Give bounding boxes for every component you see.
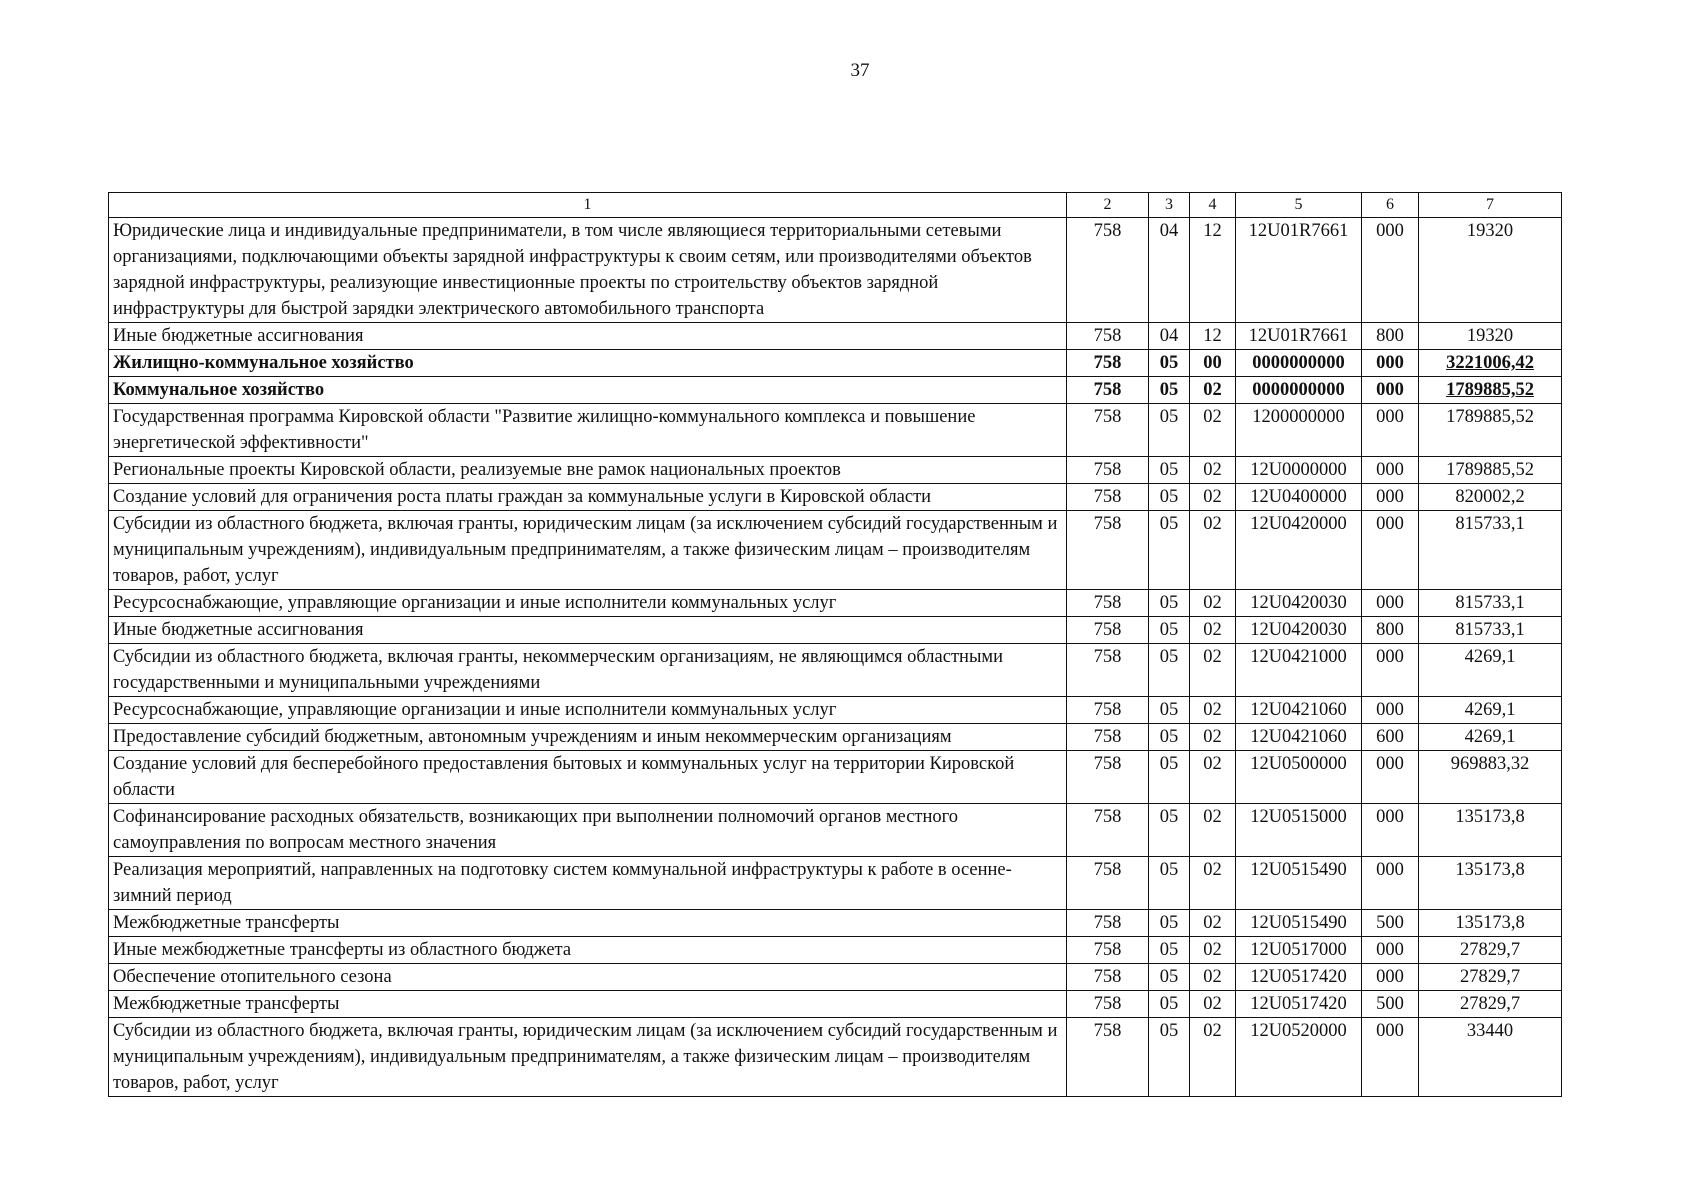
code-admin: 758 xyxy=(1067,377,1149,404)
code-expense-type: 800 xyxy=(1362,617,1419,644)
code-subsection: 02 xyxy=(1190,511,1236,590)
table-row xyxy=(109,323,1562,350)
table-row xyxy=(109,910,1562,937)
code-target: 12U0000000 xyxy=(1236,457,1362,484)
code-subsection: 02 xyxy=(1190,484,1236,511)
code-target: 1200000000 xyxy=(1236,404,1362,457)
table-row xyxy=(109,617,1562,644)
amount: 19320 xyxy=(1419,218,1562,323)
item-name: Реализация мероприятий, направленных на подготовку систем коммунальной инфраструктуры к работе в осенне-зимний период xyxy=(109,857,1067,910)
item-name: Ресурсоснабжающие, управляющие организации и иные исполнители коммунальных услуг xyxy=(109,590,1067,617)
code-subsection: 02 xyxy=(1190,937,1236,964)
item-name: Субсидии из областного бюджета, включая гранты, юридическим лицам (за исключением субсидий государственным и муниципальным учреждениям), индивидуальным предпринимателям, а также физическим лицам – производителям товаров, работ, услуг xyxy=(109,511,1067,590)
header-col-1: 1 xyxy=(109,193,1067,218)
code-expense-type: 500 xyxy=(1362,991,1419,1018)
amount: 820002,2 xyxy=(1419,484,1562,511)
item-name: Создание условий для ограничения роста платы граждан за коммунальные услуги в Кировской области xyxy=(109,484,1067,511)
code-admin: 758 xyxy=(1067,644,1149,697)
amount: 27829,7 xyxy=(1419,937,1562,964)
code-expense-type: 000 xyxy=(1362,511,1419,590)
code-admin: 758 xyxy=(1067,484,1149,511)
code-admin: 758 xyxy=(1067,323,1149,350)
table-row xyxy=(109,644,1562,697)
code-section: 05 xyxy=(1149,377,1190,404)
code-target: 12U0420030 xyxy=(1236,617,1362,644)
item-name: Жилищно-коммунальное хозяйство xyxy=(109,350,1067,377)
code-target: 12U0420030 xyxy=(1236,590,1362,617)
code-target: 12U01R7661 xyxy=(1236,218,1362,323)
table-row xyxy=(109,697,1562,724)
table-row xyxy=(109,404,1562,457)
code-target: 0000000000 xyxy=(1236,377,1362,404)
amount: 27829,7 xyxy=(1419,964,1562,991)
code-admin: 758 xyxy=(1067,697,1149,724)
code-admin: 758 xyxy=(1067,937,1149,964)
item-name: Коммунальное хозяйство xyxy=(109,377,1067,404)
item-name: Предоставление субсидий бюджетным, автономным учреждениям и иным некоммерческим организациям xyxy=(109,724,1067,751)
code-target: 12U01R7661 xyxy=(1236,323,1362,350)
code-subsection: 00 xyxy=(1190,350,1236,377)
code-admin: 758 xyxy=(1067,218,1149,323)
code-target: 12U0515490 xyxy=(1236,910,1362,937)
code-target: 12U0517420 xyxy=(1236,991,1362,1018)
code-expense-type: 000 xyxy=(1362,751,1419,804)
code-expense-type: 000 xyxy=(1362,590,1419,617)
code-admin: 758 xyxy=(1067,804,1149,857)
code-target: 12U0515490 xyxy=(1236,857,1362,910)
code-target: 12U0421000 xyxy=(1236,644,1362,697)
amount: 135173,8 xyxy=(1419,857,1562,910)
header-col-6: 6 xyxy=(1362,193,1419,218)
code-admin: 758 xyxy=(1067,1018,1149,1097)
item-name: Субсидии из областного бюджета, включая гранты, некоммерческим организациям, не являющимся областными государственными и муниципальными учреждениями xyxy=(109,644,1067,697)
amount: 815733,1 xyxy=(1419,590,1562,617)
code-admin: 758 xyxy=(1067,857,1149,910)
code-target: 12U0421060 xyxy=(1236,697,1362,724)
amount: 815733,1 xyxy=(1419,511,1562,590)
code-admin: 758 xyxy=(1067,404,1149,457)
amount: 1789885,52 xyxy=(1419,377,1562,404)
table-row xyxy=(109,991,1562,1018)
header-col-5: 5 xyxy=(1236,193,1362,218)
code-section: 05 xyxy=(1149,751,1190,804)
code-expense-type: 000 xyxy=(1362,218,1419,323)
code-admin: 758 xyxy=(1067,590,1149,617)
header-col-4: 4 xyxy=(1190,193,1236,218)
table-row xyxy=(109,218,1562,323)
amount: 4269,1 xyxy=(1419,697,1562,724)
code-subsection: 02 xyxy=(1190,910,1236,937)
table-row xyxy=(109,1018,1562,1097)
code-section: 05 xyxy=(1149,804,1190,857)
code-section: 05 xyxy=(1149,964,1190,991)
header-col-7: 7 xyxy=(1419,193,1562,218)
item-name: Юридические лица и индивидуальные предприниматели, в том числе являющиеся территориальными сетевыми организациями, подключающими объекты зарядной инфраструктуры к своим сетям, или производителями объектов зарядной инфраструктуры, реализующие инвестиционные проекты по строительству объектов зарядной инфраструктуры для быстрой зарядки электрического автомобильного транспорта xyxy=(109,218,1067,323)
table-row xyxy=(109,751,1562,804)
code-subsection: 02 xyxy=(1190,804,1236,857)
amount: 4269,1 xyxy=(1419,724,1562,751)
code-admin: 758 xyxy=(1067,910,1149,937)
code-admin: 758 xyxy=(1067,991,1149,1018)
code-section: 05 xyxy=(1149,484,1190,511)
amount: 1789885,52 xyxy=(1419,404,1562,457)
code-admin: 758 xyxy=(1067,511,1149,590)
code-admin: 758 xyxy=(1067,617,1149,644)
item-name: Межбюджетные трансферты xyxy=(109,910,1067,937)
code-subsection: 02 xyxy=(1190,404,1236,457)
code-target: 0000000000 xyxy=(1236,350,1362,377)
page-number: 37 xyxy=(850,60,870,81)
code-expense-type: 000 xyxy=(1362,404,1419,457)
code-subsection: 02 xyxy=(1190,724,1236,751)
code-expense-type: 800 xyxy=(1362,323,1419,350)
code-admin: 758 xyxy=(1067,964,1149,991)
table-body xyxy=(109,218,1562,1097)
code-admin: 758 xyxy=(1067,350,1149,377)
amount: 27829,7 xyxy=(1419,991,1562,1018)
code-subsection: 02 xyxy=(1190,751,1236,804)
code-expense-type: 000 xyxy=(1362,1018,1419,1097)
code-expense-type: 000 xyxy=(1362,377,1419,404)
code-subsection: 02 xyxy=(1190,857,1236,910)
item-name: Региональные проекты Кировской области, реализуемые вне рамок национальных проектов xyxy=(109,457,1067,484)
code-admin: 758 xyxy=(1067,751,1149,804)
code-section: 05 xyxy=(1149,404,1190,457)
table-row xyxy=(109,350,1562,377)
code-expense-type: 000 xyxy=(1362,964,1419,991)
table-row xyxy=(109,937,1562,964)
code-section: 05 xyxy=(1149,697,1190,724)
code-section: 05 xyxy=(1149,1018,1190,1097)
code-subsection: 02 xyxy=(1190,644,1236,697)
budget-table xyxy=(108,192,1562,1097)
amount: 19320 xyxy=(1419,323,1562,350)
amount: 4269,1 xyxy=(1419,644,1562,697)
item-name: Межбюджетные трансферты xyxy=(109,991,1067,1018)
item-name: Иные межбюджетные трансферты из областного бюджета xyxy=(109,937,1067,964)
table-row xyxy=(109,484,1562,511)
amount: 135173,8 xyxy=(1419,804,1562,857)
code-target: 12U0517000 xyxy=(1236,937,1362,964)
item-name: Иные бюджетные ассигнования xyxy=(109,617,1067,644)
code-target: 12U0421060 xyxy=(1236,724,1362,751)
table-row xyxy=(109,964,1562,991)
amount: 1789885,52 xyxy=(1419,457,1562,484)
item-name: Ресурсоснабжающие, управляющие организации и иные исполнители коммунальных услуг xyxy=(109,697,1067,724)
code-subsection: 02 xyxy=(1190,697,1236,724)
amount: 815733,1 xyxy=(1419,617,1562,644)
code-admin: 758 xyxy=(1067,724,1149,751)
code-expense-type: 000 xyxy=(1362,857,1419,910)
table-row xyxy=(109,724,1562,751)
code-section: 05 xyxy=(1149,350,1190,377)
table-row xyxy=(109,511,1562,590)
amount: 135173,8 xyxy=(1419,910,1562,937)
code-target: 12U0420000 xyxy=(1236,511,1362,590)
code-subsection: 12 xyxy=(1190,323,1236,350)
code-section: 05 xyxy=(1149,937,1190,964)
amount: 3221006,42 xyxy=(1419,350,1562,377)
code-subsection: 02 xyxy=(1190,457,1236,484)
code-expense-type: 000 xyxy=(1362,937,1419,964)
code-section: 05 xyxy=(1149,511,1190,590)
code-section: 05 xyxy=(1149,457,1190,484)
code-section: 05 xyxy=(1149,644,1190,697)
code-target: 12U0400000 xyxy=(1236,484,1362,511)
code-section: 05 xyxy=(1149,910,1190,937)
code-expense-type: 000 xyxy=(1362,350,1419,377)
code-subsection: 02 xyxy=(1190,991,1236,1018)
code-subsection: 02 xyxy=(1190,617,1236,644)
code-expense-type: 000 xyxy=(1362,644,1419,697)
code-expense-type: 000 xyxy=(1362,697,1419,724)
item-name: Софинансирование расходных обязательств, возникающих при выполнении полномочий органов местного самоуправления по вопросам местного значения xyxy=(109,804,1067,857)
item-name: Субсидии из областного бюджета, включая гранты, юридическим лицам (за исключением субсидий государственным и муниципальным учреждениям), индивидуальным предпринимателям, а также физическим лицам – производителям товаров, работ, услуг xyxy=(109,1018,1067,1097)
table-row xyxy=(109,377,1562,404)
code-expense-type: 500 xyxy=(1362,910,1419,937)
code-section: 05 xyxy=(1149,991,1190,1018)
code-expense-type: 000 xyxy=(1362,804,1419,857)
header-col-3: 3 xyxy=(1149,193,1190,218)
amount: 33440 xyxy=(1419,1018,1562,1097)
code-admin: 758 xyxy=(1067,457,1149,484)
code-target: 12U0520000 xyxy=(1236,1018,1362,1097)
item-name: Иные бюджетные ассигнования xyxy=(109,323,1067,350)
code-section: 05 xyxy=(1149,590,1190,617)
code-subsection: 02 xyxy=(1190,590,1236,617)
code-section: 04 xyxy=(1149,218,1190,323)
table-row xyxy=(109,590,1562,617)
table-row xyxy=(109,457,1562,484)
header-col-2: 2 xyxy=(1067,193,1149,218)
table-header-row xyxy=(109,193,1562,218)
item-name: Государственная программа Кировской области "Развитие жилищно-коммунального комплекса и повышение энергетической эффективности" xyxy=(109,404,1067,457)
code-section: 04 xyxy=(1149,323,1190,350)
code-section: 05 xyxy=(1149,857,1190,910)
item-name: Обеспечение отопительного сезона xyxy=(109,964,1067,991)
code-expense-type: 600 xyxy=(1362,724,1419,751)
code-target: 12U0517420 xyxy=(1236,964,1362,991)
code-expense-type: 000 xyxy=(1362,457,1419,484)
item-name: Создание условий для бесперебойного предоставления бытовых и коммунальных услуг на территории Кировской области xyxy=(109,751,1067,804)
code-subsection: 02 xyxy=(1190,964,1236,991)
code-subsection: 02 xyxy=(1190,1018,1236,1097)
code-target: 12U0500000 xyxy=(1236,751,1362,804)
amount: 969883,32 xyxy=(1419,751,1562,804)
code-section: 05 xyxy=(1149,617,1190,644)
code-expense-type: 000 xyxy=(1362,484,1419,511)
code-target: 12U0515000 xyxy=(1236,804,1362,857)
table-row xyxy=(109,857,1562,910)
table-row xyxy=(109,804,1562,857)
code-subsection: 02 xyxy=(1190,377,1236,404)
code-section: 05 xyxy=(1149,724,1190,751)
code-subsection: 12 xyxy=(1190,218,1236,323)
